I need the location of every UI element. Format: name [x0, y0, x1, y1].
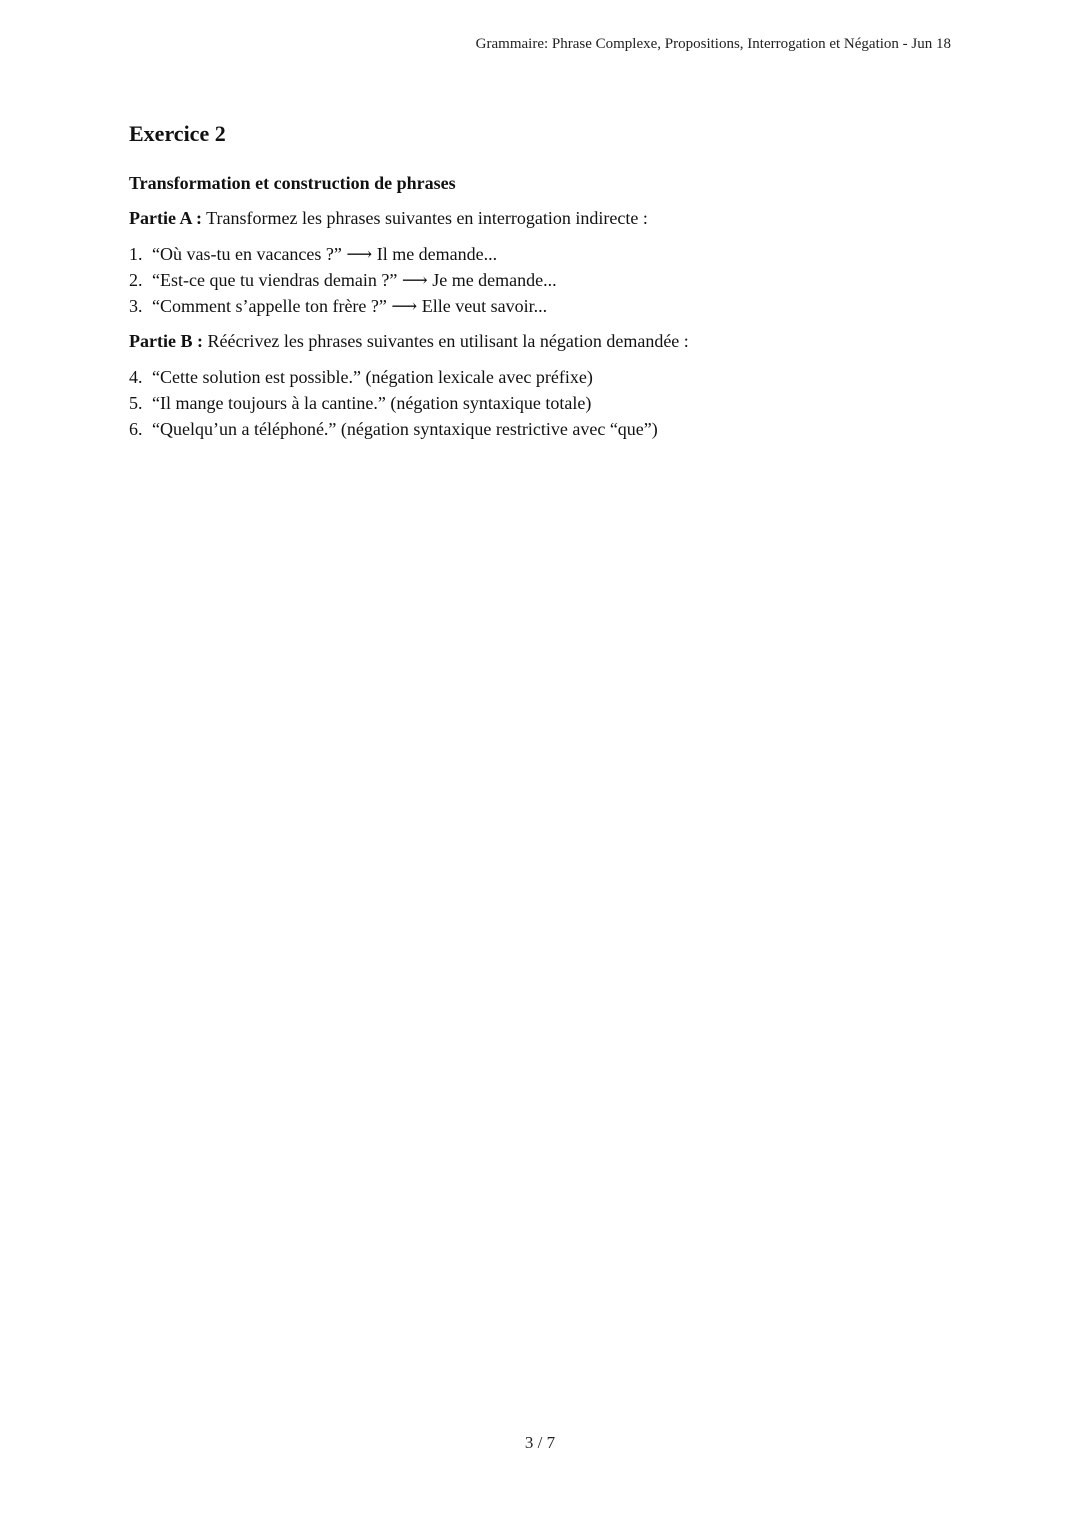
- page-number: 3 / 7: [524, 1433, 556, 1452]
- item-number: 6.: [129, 419, 143, 440]
- list-item: [129, 293, 959, 319]
- part-b-label: Partie B :: [129, 330, 203, 351]
- part-a-instruction-text: Transformez les phrases suivantes en interrogation indirecte :: [201, 207, 648, 228]
- part-a-instruction: [129, 206, 959, 231]
- item-text: “Où vas-tu en vacances ?” ⟶ Il me demande...: [152, 243, 498, 264]
- item-text: “Est-ce que tu viendras demain ?” ⟶ Je me demande...: [152, 269, 557, 290]
- list-item: [129, 241, 959, 267]
- part-b-instruction-text: Réécrivez les phrases suivantes en utilisant la négation demandée :: [202, 330, 689, 351]
- part-a-list: [129, 241, 959, 319]
- item-text: “Quelqu’un a téléphoné.” (négation syntaxique restrictive avec “que”): [152, 419, 658, 440]
- document-body: [129, 120, 959, 452]
- part-b-instruction: [129, 329, 959, 354]
- item-text: “Il mange toujours à la cantine.” (négation syntaxique totale): [152, 393, 592, 414]
- item-number: 1.: [129, 243, 143, 264]
- part-a-label: Partie A :: [129, 207, 202, 228]
- list-item: [129, 390, 959, 416]
- list-item: [129, 267, 959, 293]
- item-number: 3.: [129, 295, 143, 316]
- section-title: Transformation et construction de phrases: [129, 172, 456, 193]
- list-item: [129, 416, 959, 442]
- running-header: Grammaire: Phrase Complexe, Propositions, Interrogation et Négation - Jun 18: [475, 36, 951, 52]
- item-text: “Comment s’appelle ton frère ?” ⟶ Elle veut savoir...: [152, 295, 548, 316]
- item-number: 5.: [129, 393, 143, 414]
- item-number: 2.: [129, 269, 143, 290]
- item-text: “Cette solution est possible.” (négation lexicale avec préfixe): [152, 367, 593, 388]
- part-b-list: [129, 364, 959, 442]
- item-number: 4.: [129, 367, 143, 388]
- list-item: [129, 364, 959, 390]
- exercise-title: Exercice 2: [129, 121, 226, 146]
